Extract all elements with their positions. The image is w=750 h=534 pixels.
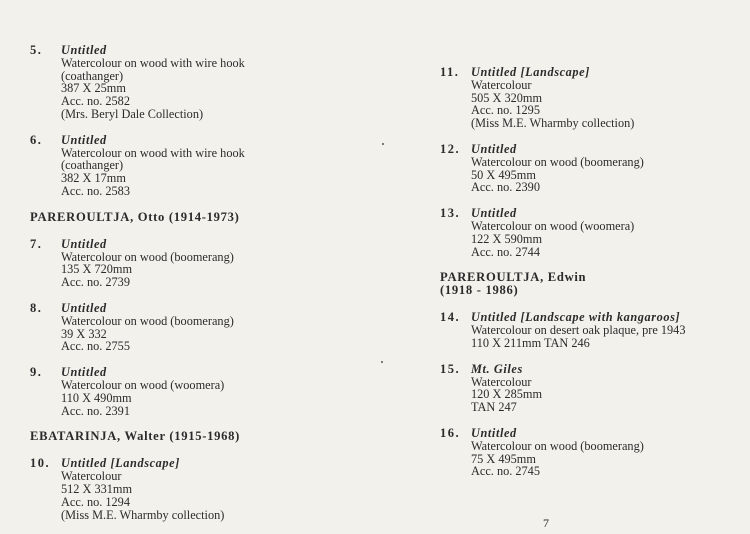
scan-speck <box>381 361 383 363</box>
catalogue-entry <box>30 134 360 198</box>
entry-detail-line: Watercolour <box>61 469 122 484</box>
entry-detail-line: 122 X 590mm <box>471 231 543 246</box>
entry-detail-line: Acc. no. 2744 <box>471 244 540 259</box>
entry-title: Untitled <box>471 206 517 221</box>
entry-group <box>440 311 740 478</box>
entry-details <box>471 363 740 414</box>
entry-detail-line: Watercolour <box>471 77 532 92</box>
entry-detail-line: 135 X 720mm <box>61 262 133 277</box>
entry-detail-line: Watercolour on wood (boomerang) <box>471 154 644 169</box>
entry-details <box>471 311 740 349</box>
entry-number: 5. <box>30 43 43 57</box>
entry-number: 7. <box>30 236 43 251</box>
entry-title: Untitled <box>61 365 107 380</box>
entry-detail-line: Acc. no. 2739 <box>61 275 130 290</box>
entry-group <box>30 238 360 418</box>
artist-heading <box>30 430 360 443</box>
entry-detail-line: Watercolour on wood (boomerang) <box>61 313 234 328</box>
artist-heading <box>30 211 360 224</box>
entry-number: 13. <box>440 206 461 221</box>
entry-detail-line: Acc. no. 2583 <box>61 183 130 198</box>
entry-number: 16. <box>440 425 461 440</box>
catalogue-entry <box>440 311 740 349</box>
catalogue-entry <box>440 427 740 478</box>
catalogue-entry <box>440 143 740 194</box>
entry-detail-line: TAN 247 <box>471 400 517 415</box>
entry-detail-line: Watercolour on wood with wire hook <box>61 145 245 160</box>
entry-title: Untitled <box>471 425 517 440</box>
entry-detail-line: 75 X 495mm <box>471 451 536 466</box>
right-column <box>440 66 740 491</box>
entry-details <box>471 207 740 258</box>
entry-detail-line: 512 X 331mm <box>61 481 133 496</box>
entry-details <box>471 427 740 478</box>
scan-speck <box>382 143 384 145</box>
entry-detail-line: 110 X 490mm <box>61 390 132 405</box>
entry-details <box>471 66 740 130</box>
page-number: 7 <box>543 516 549 530</box>
entry-title: Untitled <box>61 43 107 57</box>
entry-detail-line: Watercolour on wood (woomera) <box>471 218 635 233</box>
entry-details <box>61 302 360 353</box>
entry-number: 14. <box>440 310 461 325</box>
entry-detail-line: Watercolour on desert oak plaque, pre 1943 <box>471 323 686 338</box>
entry-title: Untitled <box>61 300 107 315</box>
entry-detail-line: Acc. no. 1295 <box>471 103 540 118</box>
entry-detail-line: (Miss M.E. Wharmby collection) <box>471 116 635 131</box>
entry-detail-line: Watercolour on wood (boomerang) <box>471 438 644 453</box>
catalogue-entry <box>30 366 360 417</box>
entry-number: 6. <box>30 132 43 147</box>
entry-number: 8. <box>30 300 43 315</box>
artist-heading-line: (1918 - 1986) <box>440 283 519 298</box>
entry-detail-line: Acc. no. 2391 <box>61 403 130 418</box>
entry-detail-line: Acc. no. 2390 <box>471 180 540 195</box>
entry-detail-line: Acc. no. 2755 <box>61 339 130 354</box>
entry-group <box>30 44 360 198</box>
entry-detail-line: 39 X 332 <box>61 326 107 341</box>
entry-detail-line: Acc. no. 1294 <box>61 494 130 509</box>
entry-detail-line: 505 X 320mm <box>471 90 543 105</box>
artist-heading <box>440 271 740 297</box>
entry-detail-line: Watercolour on wood (boomerang) <box>61 249 234 264</box>
entry-title: Untitled <box>61 132 107 147</box>
catalogue-entry <box>30 302 360 353</box>
entry-detail-line: (coathanger) <box>61 158 124 173</box>
entry-detail-line: 387 X 25mm <box>61 81 126 96</box>
catalogue-entry <box>440 363 740 414</box>
artist-heading-line: PAREROULTJA, Otto (1914-1973) <box>30 209 240 224</box>
entry-title: Mt. Giles <box>471 361 523 376</box>
catalogue-entry <box>30 457 360 521</box>
catalogue-entry <box>440 66 740 130</box>
entry-number: 9. <box>30 365 43 380</box>
entry-detail-line: 120 X 285mm <box>471 387 543 402</box>
entry-detail-line: 110 X 211mm TAN 246 <box>471 335 590 350</box>
entry-detail-line: 50 X 495mm <box>471 167 536 182</box>
left-column <box>30 44 360 534</box>
entry-title: Untitled [Landscape with kangaroos] <box>471 310 681 325</box>
catalogue-entry <box>30 44 360 121</box>
entry-title: Untitled [Landscape] <box>61 456 180 471</box>
entry-number: 15. <box>440 361 461 376</box>
entry-detail-line: Watercolour on wood (woomera) <box>61 377 225 392</box>
entry-details <box>471 143 740 194</box>
entry-group <box>30 457 360 521</box>
entry-details <box>61 238 360 289</box>
entry-details <box>61 457 360 521</box>
entry-number: 12. <box>440 141 461 156</box>
entry-number: 10. <box>30 456 51 471</box>
entry-group <box>440 66 740 258</box>
entry-detail-line: 382 X 17mm <box>61 171 126 186</box>
entry-detail-line: Watercolour on wood with wire hook <box>61 55 245 70</box>
entry-detail-line: Watercolour <box>471 374 532 389</box>
entry-detail-line: (Miss M.E. Wharmby collection) <box>61 507 225 522</box>
entry-detail-line: Acc. no. 2582 <box>61 94 130 109</box>
entry-details <box>61 44 360 121</box>
entry-detail-line: (Mrs. Beryl Dale Collection) <box>61 106 204 121</box>
entry-title: Untitled <box>61 236 107 251</box>
entry-details <box>61 134 360 198</box>
entry-number: 11. <box>440 65 460 79</box>
entry-title: Untitled [Landscape] <box>471 65 590 79</box>
entry-detail-line: Acc. no. 2745 <box>471 464 540 479</box>
entry-title: Untitled <box>471 141 517 156</box>
entry-details <box>61 366 360 417</box>
entry-detail-line: (coathanger) <box>61 68 124 83</box>
catalogue-entry <box>30 238 360 289</box>
artist-heading-line: EBATARINJA, Walter (1915-1968) <box>30 429 241 444</box>
artist-heading-line: PAREROULTJA, Edwin <box>440 270 587 285</box>
catalogue-entry <box>440 207 740 258</box>
